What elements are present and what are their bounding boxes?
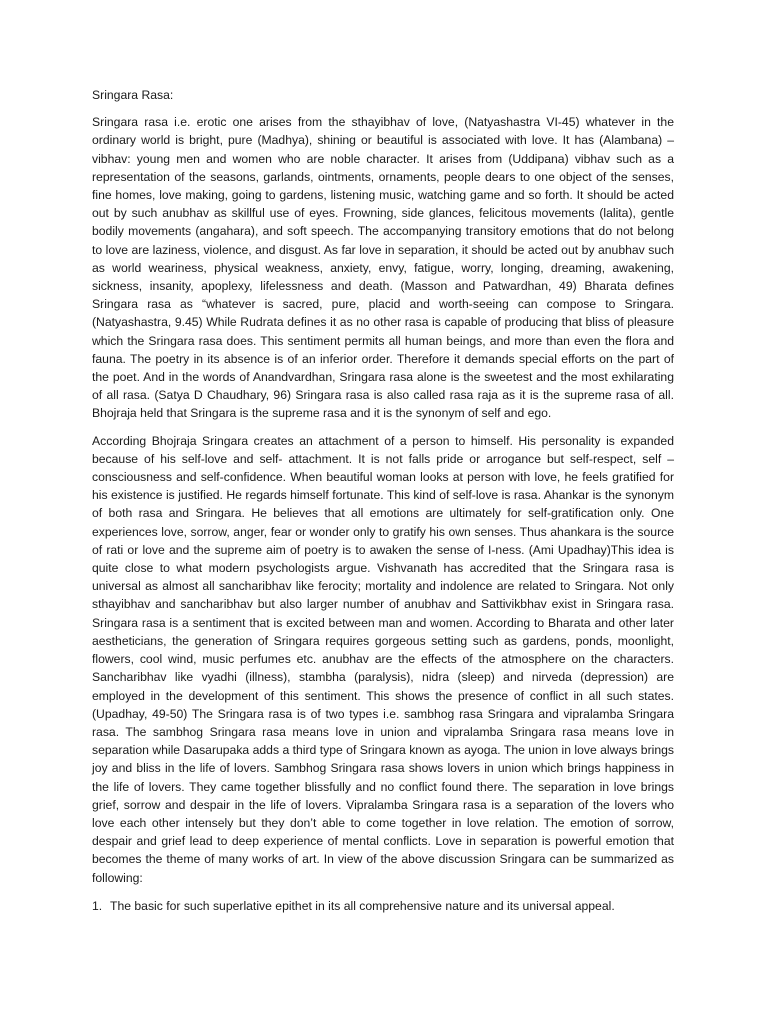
list-item <box>92 897 674 915</box>
section-heading: Sringara Rasa: <box>92 88 174 102</box>
summary-list <box>92 897 674 915</box>
document-page <box>92 86 674 915</box>
list-item-number: 1. <box>92 898 103 913</box>
paragraph-1: Sringara rasa i.e. erotic one arises from the sthayibhav of love, (Natyashastra VI-45) whatever in the ordinary world is bright, pure (Madhya), shining or beautiful is associated with love. It has (Alambana) –vibhav: young men and women who are noble character. It arises from (Uddipana) vibhav such as a representation of the seasons, garlands, ointments, ornaments, people dears to one object of the senses, fine homes, love making, going to gardens, listening music, watching game and so forth. It should be acted out by such anubhav as skillful use of eyes. Frowning, side glances, felicitous movements (lalita), gentle bodily movements (angahara), and soft speech. The accompanying transitory emotions that do not belong to love are laziness, violence, and disgust. As far love in separation, it should be acted out by anubhav such as world weariness, physical weakness, anxiety, envy, fatigue, worry, longing, dreaming, awakening, sickness, insanity, apoplexy, lifelessness and death. (Masson and Patwardhan, 49) Bharata defines Sringara rasa as “whatever is sacred, pure, placid and worth-seeing can compose to Sringara. (Natyashastra, 9.45) While Rudrata defines it as no other rasa is capable of producing that bliss of pleasure which the Sringara rasa does. This sentiment permits all human beings, and more than even the flora and fauna. The poetry in its absence is of an inferior order. Therefore it demands special efforts on the part of the poet. And in the words of Anandvardhan, Sringara rasa alone is the sweetest and the most exhilarating of all rasa. (Satya D Chaudhary, 96) Sringara rasa is also called rasa raja as it is the supreme rasa of all. Bhojraja held that Sringara is the supreme rasa and it is the synonym of self and ego. <box>92 115 674 421</box>
paragraph-2: According Bhojraja Sringara creates an attachment of a person to himself. His personality is expanded because of his self-love and self- attachment. It is not falls pride or arrogance but self-respect, self –consciousness and self-confidence. When beautiful woman looks at person with love, he feels gratified for his existence is justified. He regards himself fortunate. This kind of self-love is rasa. Ahankar is the synonym of both rasa and Sringara. He believes that all emotions are ultimately for self-gratification only. One experiences love, sorrow, anger, fear or wonder only to gratify his own senses. Thus ahankara is the source of rati or love and the supreme aim of poetry is to awaken the sense of I-ness. (Ami Upadhay)This idea is quite close to what modern psychologists argue. Vishvanath has accredited that the Sringara rasa is universal as almost all sancharibhav like ferocity; mortality and indolence are related to Sringara. Not only sthayibhav and sancharibhav but also larger number of anubhav and Sattivikbhav exist in Sringara rasa. Sringara rasa is a sentiment that is excited between man and women. According to Bharata and other later aestheticians, the generation of Sringara requires gorgeous setting such as gardens, ponds, moonlight, flowers, cool wind, music perfumes etc. anubhav are the effects of the atmosphere on the characters. Sancharibhav like vyadhi (illness), stambha (paralysis), nidra (sleep) and nirveda (depression) are employed in the development of this sentiment. This shows the presence of conflict in all such states. (Upadhay, 49-50) The Sringara rasa is of two types i.e. sambhog rasa Sringara and vipralamba Sringara rasa. The sambhog Sringara rasa means love in union and vipralamba Sringara rasa means love in separation while Dasarupaka adds a third type of Sringara known as ayoga. The union in love always brings joy and bliss in the life of lovers. Sambhog Sringara rasa shows lovers in union which brings happiness in the life of lovers. They came together blissfully and no conflict found there. The separation in love brings grief, sorrow and despair in the life of lovers. Vipralamba Sringara rasa is a separation of the lovers who love each other intensely but they don’t able to come together in love relation. The emotion of sorrow, despair and grief lead to deep experience of mental conflicts. Love in separation is powerful emotion that becomes the theme of many works of art. In view of the above discussion Sringara can be summarized as following: <box>92 433 674 885</box>
list-item-text: The basic for such superlative epithet in its all comprehensive nature and its universal appeal. <box>110 898 615 913</box>
